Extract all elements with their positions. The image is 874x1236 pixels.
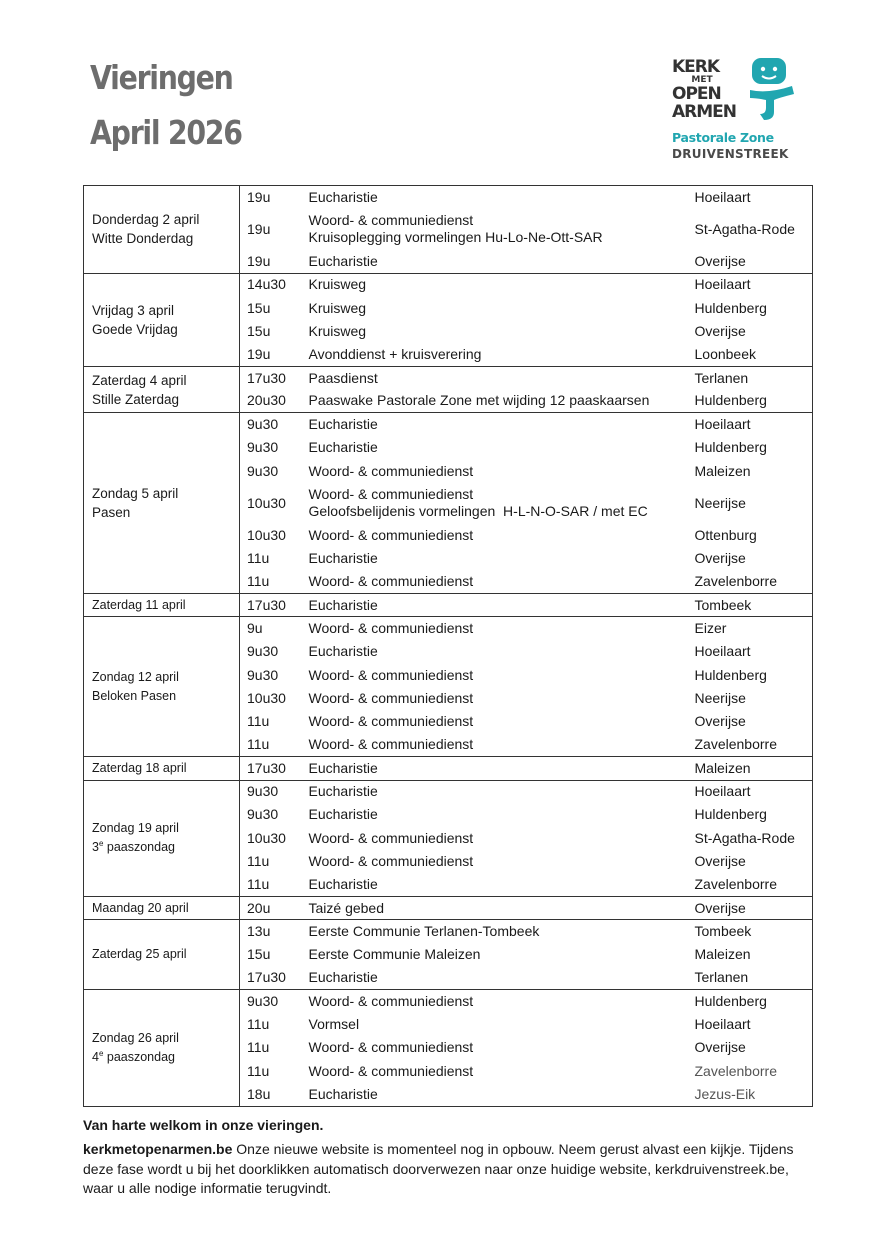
service-cell xyxy=(302,459,688,482)
time-cell: 19u xyxy=(240,186,302,209)
service-label: Eucharistie xyxy=(308,188,378,205)
logo-line-met: MET xyxy=(691,75,713,85)
time-cell: 11u xyxy=(240,873,302,896)
open-arms-figure-icon xyxy=(748,56,798,122)
service-label: Eucharistie xyxy=(308,1085,378,1102)
time-cell: 14u30 xyxy=(240,273,302,296)
service-label: Eucharistie xyxy=(308,876,378,893)
time-cell: 17u30 xyxy=(240,594,302,617)
logo-line-armen: ARMEN xyxy=(672,102,737,122)
time-cell: 9u30 xyxy=(240,664,302,687)
day-label: Zondag 12 april xyxy=(92,669,179,684)
service-label: Woord- & communiedienst xyxy=(308,573,474,590)
service-label: Woord- & communiedienst xyxy=(308,620,474,637)
service-cell xyxy=(302,1013,688,1036)
location-cell: Maleizen xyxy=(688,943,813,966)
day-cell xyxy=(84,594,240,617)
service-label: Eucharistie xyxy=(308,643,378,660)
service-cell xyxy=(302,733,688,756)
occasion-ordinal: e xyxy=(98,839,104,849)
schedule-row xyxy=(84,780,813,803)
service-note: Kruisoplegging vormelingen Hu-Lo-Ne-Ott-SAR xyxy=(308,229,603,246)
service-cell xyxy=(302,687,688,710)
time-cell: 15u xyxy=(240,320,302,343)
time-cell: 11u xyxy=(240,1036,302,1059)
day-cell xyxy=(84,780,240,896)
location-cell: Maleizen xyxy=(688,757,813,780)
service-cell xyxy=(302,966,688,989)
occasion-text: paaszondag xyxy=(103,840,175,855)
time-cell: 9u xyxy=(240,617,302,640)
schedule-row xyxy=(84,594,813,617)
day-cell xyxy=(84,920,240,990)
service-label: Eucharistie xyxy=(308,969,378,986)
service-cell xyxy=(302,570,688,593)
day-cell xyxy=(84,617,240,757)
time-cell: 20u30 xyxy=(240,390,302,413)
location-cell: Huldenberg xyxy=(688,436,813,459)
location-cell: Overijse xyxy=(688,897,813,920)
service-label: Woord- & communiedienst xyxy=(308,713,474,730)
service-label: Woord- & communiedienst xyxy=(308,736,474,753)
schedule-row xyxy=(84,617,813,640)
service-label: Woord- & communiedienst xyxy=(308,526,474,543)
occasion-label: Pasen xyxy=(92,505,131,521)
website-link[interactable]: kerkmetopenarmen.be xyxy=(83,1141,233,1157)
footer-text: Onze nieuwe website is momenteel nog in opbouw. Neem gerust alvast een kijkje. Tijdens deze fase wordt u bij het doorklikken automatisch doorverwezen naar onze huidige website, kerkdruivenstreek.be, waar u alle nodige informatie terugvindt. xyxy=(83,1141,794,1196)
service-label: Woord- & communiedienst xyxy=(308,1062,474,1079)
service-label: Woord- & communiedienst xyxy=(308,853,474,870)
day-label: Zaterdag 4 april xyxy=(92,372,187,388)
service-label: Eucharistie xyxy=(308,596,378,613)
time-cell: 15u xyxy=(240,943,302,966)
service-label: Woord- & communiedienst xyxy=(308,1039,474,1056)
occasion-label xyxy=(92,838,232,857)
service-label: Woord- & communiedienst xyxy=(308,462,474,479)
day-cell xyxy=(84,897,240,920)
day-label: Maandag 20 april xyxy=(92,900,189,915)
location-cell: Ottenburg xyxy=(688,524,813,547)
occasion-text: paaszondag xyxy=(103,1049,175,1064)
location-cell: Terlanen xyxy=(688,966,813,989)
location-cell: Hoeilaart xyxy=(688,413,813,436)
location-cell: Hoeilaart xyxy=(688,1013,813,1036)
service-cell xyxy=(302,780,688,803)
location-cell: Zavelenborre xyxy=(688,873,813,896)
occasion-ordinal: e xyxy=(98,1048,104,1058)
occasion-number: 4 xyxy=(92,1049,99,1064)
service-label: Eerste Communie Terlanen-Tombeek xyxy=(308,923,540,940)
location-cell: Hoeilaart xyxy=(688,780,813,803)
service-label: Woord- & communiedienst xyxy=(308,212,474,229)
service-label: Eucharistie xyxy=(308,252,378,269)
time-cell: 17u30 xyxy=(240,366,302,389)
time-cell: 11u xyxy=(240,733,302,756)
time-cell: 11u xyxy=(240,1060,302,1083)
day-label: Zondag 26 april xyxy=(92,1030,179,1045)
service-cell xyxy=(302,343,688,366)
logo-line-open: OPEN xyxy=(672,84,721,104)
location-cell: Hoeilaart xyxy=(688,273,813,296)
schedule-table xyxy=(83,185,813,1107)
occasion-label: Stille Zaterdag xyxy=(92,391,180,407)
service-label: Eucharistie xyxy=(308,806,378,823)
service-cell xyxy=(302,757,688,780)
service-cell xyxy=(302,296,688,319)
location-cell: Huldenberg xyxy=(688,664,813,687)
location-cell: Zavelenborre xyxy=(688,570,813,593)
logo-pastorale-zone: Pastorale Zone xyxy=(672,130,774,145)
day-cell xyxy=(84,990,240,1106)
service-cell xyxy=(302,640,688,663)
day-cell xyxy=(84,186,240,274)
location-cell: Eizer xyxy=(688,617,813,640)
occasion-label: Witte Donderdag xyxy=(92,231,194,247)
service-label: Kruisweg xyxy=(308,276,367,293)
location-cell: Zavelenborre xyxy=(688,733,813,756)
service-label: Paasdienst xyxy=(308,369,378,386)
occasion-label: Beloken Pasen xyxy=(92,688,177,703)
time-cell: 9u30 xyxy=(240,459,302,482)
service-cell xyxy=(302,873,688,896)
occasion-label: Goede Vrijdag xyxy=(92,321,178,337)
service-cell xyxy=(302,920,688,943)
day-cell xyxy=(84,366,240,413)
location-cell: Tombeek xyxy=(688,920,813,943)
service-label: Kruisweg xyxy=(308,322,367,339)
service-label: Avonddienst + kruisverering xyxy=(308,345,482,362)
service-cell xyxy=(302,1060,688,1083)
service-cell xyxy=(302,250,688,273)
day-label: Zondag 19 april xyxy=(92,821,179,836)
schedule-row xyxy=(84,897,813,920)
service-cell xyxy=(302,1083,688,1106)
service-cell xyxy=(302,617,688,640)
location-cell: Loonbeek xyxy=(688,343,813,366)
service-cell xyxy=(302,803,688,826)
day-label: Zaterdag 11 april xyxy=(92,597,186,612)
page-subtitle-month: April 2026 xyxy=(90,113,242,152)
service-cell xyxy=(302,273,688,296)
service-cell xyxy=(302,366,688,389)
service-note: Geloofsbelijdenis vormelingen H-L-N-O-SAR / met EC xyxy=(308,503,648,520)
day-label: Zondag 5 april xyxy=(92,486,179,502)
day-cell xyxy=(84,273,240,366)
location-cell: Terlanen xyxy=(688,366,813,389)
service-cell xyxy=(302,413,688,436)
time-cell: 18u xyxy=(240,1083,302,1106)
time-cell: 19u xyxy=(240,250,302,273)
service-cell xyxy=(302,943,688,966)
time-cell: 9u30 xyxy=(240,990,302,1013)
service-cell xyxy=(302,436,688,459)
service-label: Eucharistie xyxy=(308,783,378,800)
time-cell: 10u30 xyxy=(240,687,302,710)
day-label: Donderdag 2 april xyxy=(92,212,200,228)
location-cell: Jezus-Eik xyxy=(688,1083,813,1106)
location-cell: Huldenberg xyxy=(688,803,813,826)
location-cell: Overijse xyxy=(688,1036,813,1059)
location-cell: Overijse xyxy=(688,710,813,733)
service-label: Eucharistie xyxy=(308,759,378,776)
service-label: Woord- & communiedienst xyxy=(308,666,474,683)
schedule-row xyxy=(84,186,813,209)
location-cell: Hoeilaart xyxy=(688,640,813,663)
service-label: Woord- & communiedienst xyxy=(308,689,474,706)
service-label: Taizé gebed xyxy=(308,899,385,916)
occasion-number: 3 xyxy=(92,840,99,855)
schedule-row xyxy=(84,990,813,1013)
service-label: Eucharistie xyxy=(308,416,378,433)
service-label: Eucharistie xyxy=(308,439,378,456)
time-cell: 9u30 xyxy=(240,640,302,663)
schedule-row xyxy=(84,757,813,780)
location-cell: Neerijse xyxy=(688,483,813,524)
time-cell: 20u xyxy=(240,897,302,920)
service-cell xyxy=(302,897,688,920)
location-cell: Maleizen xyxy=(688,459,813,482)
time-cell: 11u xyxy=(240,570,302,593)
location-cell: Overijse xyxy=(688,850,813,873)
schedule-row xyxy=(84,920,813,943)
footer-note xyxy=(83,1140,823,1199)
service-label: Eerste Communie Maleizen xyxy=(308,946,481,963)
service-cell xyxy=(302,320,688,343)
service-cell xyxy=(302,664,688,687)
time-cell: 9u30 xyxy=(240,436,302,459)
service-label: Woord- & communiedienst xyxy=(308,993,474,1010)
location-cell: St-Agatha-Rode xyxy=(688,827,813,850)
location-cell: Huldenberg xyxy=(688,990,813,1013)
service-label: Paaswake Pastorale Zone met wijding 12 paaskaarsen xyxy=(308,392,650,409)
day-cell xyxy=(84,413,240,594)
schedule-row xyxy=(84,366,813,389)
time-cell: 11u xyxy=(240,547,302,570)
time-cell: 19u xyxy=(240,209,302,250)
service-label: Kruisweg xyxy=(308,299,367,316)
time-cell: 15u xyxy=(240,296,302,319)
time-cell: 9u30 xyxy=(240,780,302,803)
location-cell: Zavelenborre xyxy=(688,1060,813,1083)
service-label: Eucharistie xyxy=(308,550,378,567)
occasion-label xyxy=(92,1048,232,1067)
location-cell: Huldenberg xyxy=(688,390,813,413)
logo-wordmark xyxy=(672,58,744,121)
service-cell xyxy=(302,594,688,617)
service-cell xyxy=(302,850,688,873)
location-cell: Neerijse xyxy=(688,687,813,710)
location-cell: Overijse xyxy=(688,320,813,343)
time-cell: 9u30 xyxy=(240,413,302,436)
location-cell: Tombeek xyxy=(688,594,813,617)
time-cell: 9u30 xyxy=(240,803,302,826)
time-cell: 10u30 xyxy=(240,524,302,547)
page-title: Vieringen xyxy=(90,58,233,97)
logo-region: DRUIVENSTREEK xyxy=(672,147,789,161)
schedule-row xyxy=(84,413,813,436)
service-cell xyxy=(302,827,688,850)
day-cell xyxy=(84,757,240,780)
time-cell: 11u xyxy=(240,850,302,873)
location-cell: Overijse xyxy=(688,250,813,273)
time-cell: 19u xyxy=(240,343,302,366)
time-cell: 11u xyxy=(240,710,302,733)
time-cell: 11u xyxy=(240,1013,302,1036)
time-cell: 13u xyxy=(240,920,302,943)
service-cell xyxy=(302,186,688,209)
service-cell xyxy=(302,1036,688,1059)
time-cell: 10u30 xyxy=(240,483,302,524)
day-label: Zaterdag 25 april xyxy=(92,947,187,962)
service-label: Vormsel xyxy=(308,1016,360,1033)
service-cell xyxy=(302,990,688,1013)
time-cell: 10u30 xyxy=(240,827,302,850)
logo-line-kerk: KERK xyxy=(672,57,720,77)
location-cell: St-Agatha-Rode xyxy=(688,209,813,250)
time-cell: 17u30 xyxy=(240,757,302,780)
service-label: Woord- & communiedienst xyxy=(308,486,474,503)
service-label: Woord- & communiedienst xyxy=(308,829,474,846)
service-cell xyxy=(302,390,688,413)
service-cell xyxy=(302,524,688,547)
day-label: Vrijdag 3 april xyxy=(92,302,175,318)
location-cell: Huldenberg xyxy=(688,296,813,319)
service-cell xyxy=(302,483,688,524)
location-cell: Overijse xyxy=(688,547,813,570)
day-label: Zaterdag 18 april xyxy=(92,760,187,775)
welcome-text: Van harte welkom in onze vieringen. xyxy=(83,1117,324,1133)
service-cell xyxy=(302,710,688,733)
service-cell xyxy=(302,209,688,250)
service-cell xyxy=(302,547,688,570)
location-cell: Hoeilaart xyxy=(688,186,813,209)
time-cell: 17u30 xyxy=(240,966,302,989)
schedule-row xyxy=(84,273,813,296)
kerk-met-open-armen-logo xyxy=(672,56,802,166)
